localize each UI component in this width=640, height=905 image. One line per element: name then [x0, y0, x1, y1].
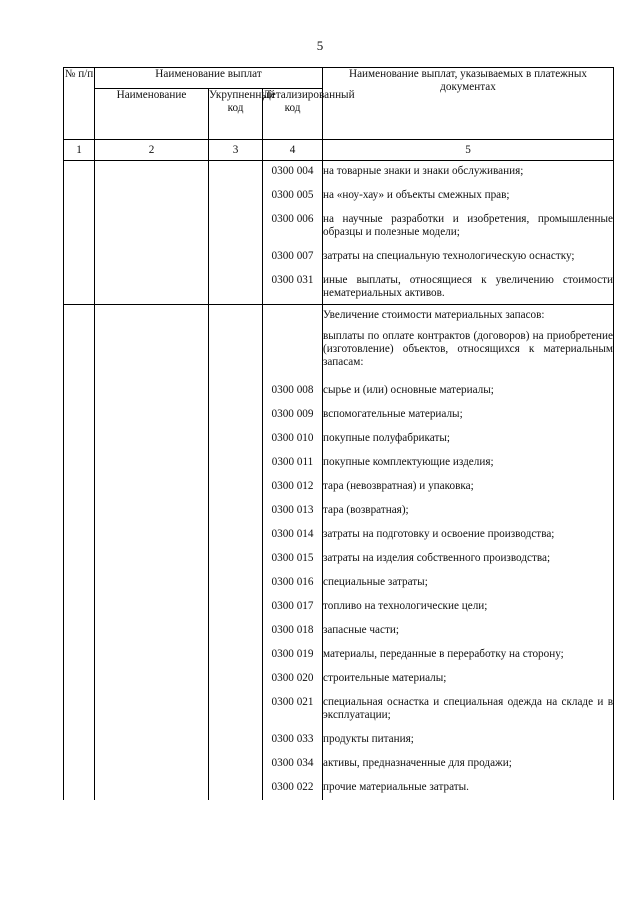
payment-description: на научные разработки и изобретения, промышленные образцы и полезные модели; — [323, 213, 613, 238]
index-cell: 4 — [263, 140, 323, 161]
payment-description: специальная оснастка и специальная одежда на складе и в эксплуатации; — [323, 696, 613, 721]
detailed-code: 0300 031 — [271, 274, 314, 286]
detailed-code: 0300 010 — [271, 432, 314, 444]
detailed-code: 0300 022 — [271, 781, 314, 793]
payment-description: топливо на технологические цели; — [323, 600, 488, 612]
index-cell: 2 — [95, 140, 209, 161]
detailed-code: 0300 034 — [271, 757, 314, 769]
header-num: № п/п — [64, 68, 95, 140]
payment-description: на «ноу-хау» и объекты смежных прав; — [323, 189, 510, 201]
detailed-code: 0300 008 — [271, 384, 314, 396]
section-intangible-assets — [64, 161, 614, 305]
detailed-code: 0300 007 — [271, 250, 314, 262]
header-enlarged-code: Укрупненный код — [209, 89, 263, 140]
index-cell: 1 — [64, 140, 95, 161]
payment-description: иные выплаты, относящиеся к увеличению стоимости нематериальных активов. — [323, 274, 613, 299]
payment-description: активы, предназначенные для продажи; — [323, 757, 512, 769]
payment-description: специальные затраты; — [323, 576, 428, 588]
detailed-code: 0300 015 — [271, 552, 314, 564]
payment-description: вспомогательные материалы; — [323, 408, 463, 420]
detailed-code: 0300 006 — [271, 213, 314, 225]
payment-description: строительные материалы; — [323, 672, 447, 684]
payment-description: затраты на изделия собственного производства; — [323, 552, 551, 564]
section-intro: выплаты по оплате контрактов (договоров) на приобретение (изготовление) объектов, относящихся к материальным запасам: — [323, 330, 613, 368]
detailed-code: 0300 012 — [271, 480, 314, 492]
payment-description: на товарные знаки и знаки обслуживания; — [323, 165, 524, 177]
detailed-code: 0300 017 — [271, 600, 314, 612]
detailed-code: 0300 021 — [271, 696, 314, 708]
payment-description: покупные полуфабрикаты; — [323, 432, 450, 444]
detailed-code: 0300 004 — [271, 165, 314, 177]
description-column — [323, 161, 614, 305]
detailed-code: 0300 018 — [271, 624, 314, 636]
payment-description: тара (возвратная); — [323, 504, 409, 516]
detailed-code: 0300 013 — [271, 504, 314, 516]
payment-description: сырье и (или) основные материалы; — [323, 384, 494, 396]
page-number: 5 — [316, 38, 324, 53]
header-payment-docs: Наименование выплат, указываемых в платежных документах — [323, 68, 614, 140]
detailed-code: 0300 014 — [271, 528, 314, 540]
payment-description: запасные части; — [323, 624, 399, 636]
index-cell: 3 — [209, 140, 263, 161]
header-group-title: Наименование выплат — [95, 68, 323, 89]
section-heading: Увеличение стоимости материальных запасов: — [323, 309, 545, 321]
index-cell: 5 — [323, 140, 614, 161]
detailed-code: 0300 033 — [271, 733, 314, 745]
payment-description: прочие материальные затраты. — [323, 781, 469, 793]
code-column — [263, 161, 323, 305]
payment-description: покупные комплектующие изделия; — [323, 456, 494, 468]
detailed-code: 0300 009 — [271, 408, 314, 420]
payments-table — [63, 67, 614, 800]
payment-description: продукты питания; — [323, 733, 414, 745]
detailed-code: 0300 019 — [271, 648, 314, 660]
section-material-stocks — [64, 305, 614, 801]
payment-description: затраты на подготовку и освоение производства; — [323, 528, 555, 540]
detailed-code: 0300 005 — [271, 189, 314, 201]
detailed-code: 0300 020 — [271, 672, 314, 684]
description-column — [323, 305, 614, 801]
header-name: Наименование — [95, 89, 209, 140]
payment-description: затраты на специальную технологическую оснастку; — [323, 250, 575, 262]
payment-description: материалы, переданные в переработку на сторону; — [323, 648, 564, 660]
payment-description: тара (невозвратная) и упаковка; — [323, 480, 474, 492]
header-detailed-code: Детализированный код — [263, 89, 323, 140]
detailed-code: 0300 011 — [271, 456, 314, 468]
detailed-code: 0300 016 — [271, 576, 314, 588]
code-column — [263, 305, 323, 801]
